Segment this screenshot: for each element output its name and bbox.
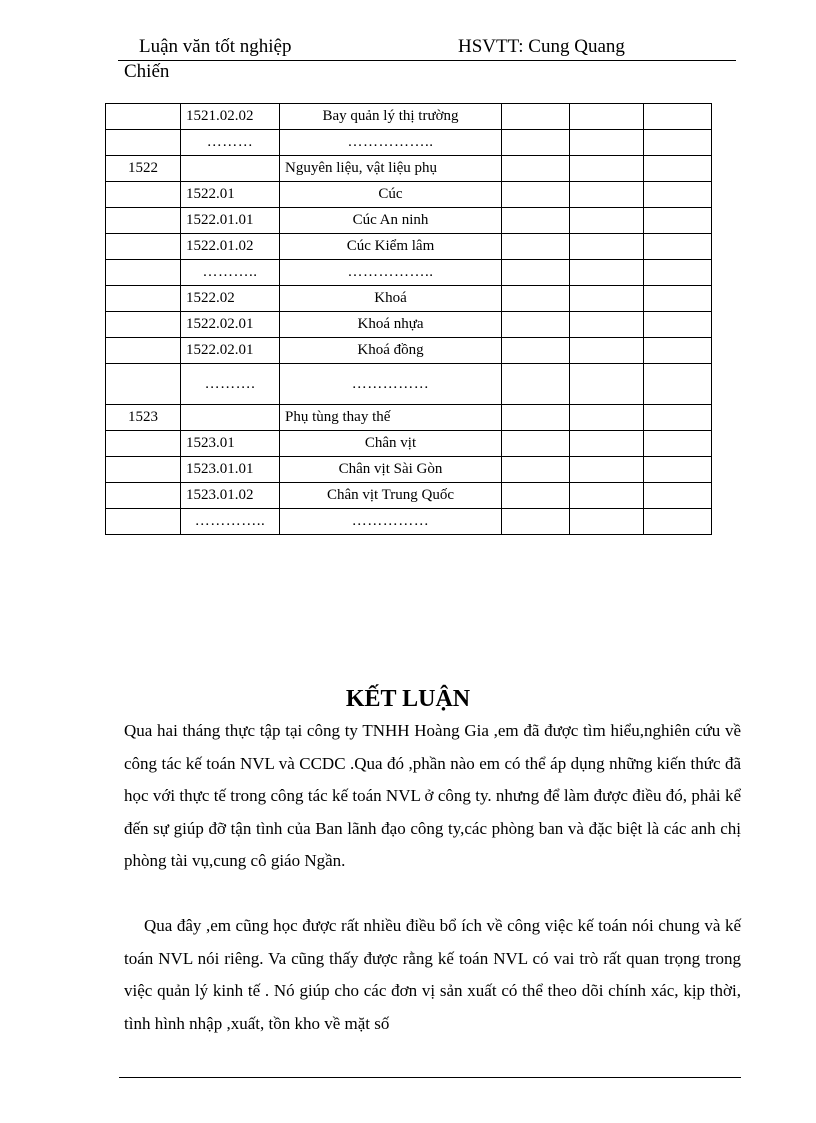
conclusion-title: KẾT LUẬN [345, 686, 471, 712]
header-author-continued: Chiến [124, 61, 170, 82]
empty-cell [570, 312, 644, 338]
sub-account-code: ………. [181, 364, 280, 405]
empty-cell [644, 312, 712, 338]
empty-cell [502, 208, 570, 234]
empty-cell [570, 104, 644, 130]
empty-cell [570, 130, 644, 156]
account-name: Cúc An ninh [280, 208, 502, 234]
empty-cell [502, 338, 570, 364]
empty-cell [502, 286, 570, 312]
account-code [106, 483, 181, 509]
empty-cell [502, 182, 570, 208]
table-row [106, 312, 712, 338]
empty-cell [644, 182, 712, 208]
empty-cell [644, 405, 712, 431]
table-row [106, 338, 712, 364]
sub-account-code: 1522.01 [181, 182, 280, 208]
empty-cell [644, 104, 712, 130]
empty-cell [644, 260, 712, 286]
table-row [106, 364, 712, 405]
account-name: Phụ tùng thay thế [280, 405, 502, 431]
table-row [106, 286, 712, 312]
sub-account-code: 1522.02.01 [181, 312, 280, 338]
sub-account-code [181, 405, 280, 431]
sub-account-code: 1521.02.02 [181, 104, 280, 130]
table-row [106, 509, 712, 535]
empty-cell [570, 405, 644, 431]
account-code [106, 208, 181, 234]
empty-cell [644, 156, 712, 182]
sub-account-code: ……….. [181, 260, 280, 286]
table-row [106, 431, 712, 457]
empty-cell [570, 182, 644, 208]
account-name: …………… [280, 364, 502, 405]
footer-divider [119, 1077, 741, 1078]
account-name: Chân vịt Trung Quốc [280, 483, 502, 509]
empty-cell [644, 364, 712, 405]
empty-cell [570, 431, 644, 457]
account-name: Khoá nhựa [280, 312, 502, 338]
page-header [118, 36, 736, 61]
account-table [105, 103, 712, 535]
empty-cell [570, 364, 644, 405]
account-code [106, 104, 181, 130]
account-code [106, 364, 181, 405]
account-code [106, 457, 181, 483]
empty-cell [644, 338, 712, 364]
empty-cell [502, 104, 570, 130]
table-row [106, 260, 712, 286]
table-row [106, 104, 712, 130]
account-code [106, 312, 181, 338]
account-code [106, 130, 181, 156]
empty-cell [502, 234, 570, 260]
empty-cell [570, 338, 644, 364]
account-code [106, 234, 181, 260]
empty-cell [502, 130, 570, 156]
account-code [106, 286, 181, 312]
account-name: Khoá [280, 286, 502, 312]
account-code [106, 509, 181, 535]
table-row [106, 208, 712, 234]
sub-account-code: 1522.02 [181, 286, 280, 312]
account-name: Khoá đồng [280, 338, 502, 364]
sub-account-code: 1523.01 [181, 431, 280, 457]
empty-cell [502, 509, 570, 535]
table-row [106, 156, 712, 182]
sub-account-code: 1523.01.02 [181, 483, 280, 509]
account-name: …………… [280, 509, 502, 535]
empty-cell [502, 260, 570, 286]
sub-account-code [181, 156, 280, 182]
table-row [106, 457, 712, 483]
account-name: Cúc Kiểm lâm [280, 234, 502, 260]
empty-cell [570, 286, 644, 312]
empty-cell [570, 234, 644, 260]
empty-cell [502, 312, 570, 338]
empty-cell [570, 208, 644, 234]
empty-cell [502, 364, 570, 405]
account-name: Chân vịt [280, 431, 502, 457]
empty-cell [644, 431, 712, 457]
empty-cell [570, 260, 644, 286]
account-code: 1523 [106, 405, 181, 431]
empty-cell [502, 457, 570, 483]
empty-cell [570, 457, 644, 483]
account-name: Cúc [280, 182, 502, 208]
sub-account-code: 1522.01.01 [181, 208, 280, 234]
empty-cell [644, 234, 712, 260]
sub-account-code: 1522.02.01 [181, 338, 280, 364]
account-code [106, 182, 181, 208]
empty-cell [502, 405, 570, 431]
empty-cell [644, 483, 712, 509]
account-name: Nguyên liệu, vật liệu phụ [280, 156, 502, 182]
empty-cell [570, 156, 644, 182]
account-name: Bay quản lý thị trường [280, 104, 502, 130]
sub-account-code: ………….. [181, 509, 280, 535]
empty-cell [502, 431, 570, 457]
table-row [106, 483, 712, 509]
account-code [106, 260, 181, 286]
account-name: …………….. [280, 130, 502, 156]
empty-cell [644, 130, 712, 156]
empty-cell [644, 286, 712, 312]
empty-cell [644, 457, 712, 483]
sub-account-code: ……… [181, 130, 280, 156]
account-code [106, 431, 181, 457]
empty-cell [570, 509, 644, 535]
sub-account-code: 1523.01.01 [181, 457, 280, 483]
table-row [106, 182, 712, 208]
conclusion-paragraph-1: Qua hai tháng thực tập tại công ty TNHH Hoàng Gia ,em đã được tìm hiểu,nghiên cứu về công tác kế toán NVL và CCDC .Qua đó ,phần nào em có thể áp dụng những kiến thức đã học với thực tế trong công tác kế toán NVL ở công ty. nhưng để làm được điều đó, phải kể đến sự giúp đỡ tận tình của Ban lãnh đạo công ty,các phòng ban và đặc biệt là các anh chị phòng tài vụ,cung cô giáo Ngần. [124, 721, 741, 870]
empty-cell [644, 509, 712, 535]
conclusion-paragraph-2: Qua đây ,em cũng học được rất nhiều điều bổ ích về công việc kế toán nói chung và kế toán NVL nói riêng. Va cũng thấy được rằng kế toán NVL có vai trò rất quan trọng trong việc quản lý kinh tế . Nó giúp cho các đơn vị sản xuất có thể theo dõi chính xác, kịp thời, tình hình nhập ,xuất, tồn kho về mặt số [124, 916, 741, 1033]
account-code: 1522 [106, 156, 181, 182]
header-author: HSVTT: Cung Quang [458, 36, 625, 57]
empty-cell [502, 156, 570, 182]
table-row [106, 130, 712, 156]
empty-cell [644, 208, 712, 234]
header-left-title: Luận văn tốt nghiệp [139, 36, 292, 57]
empty-cell [570, 483, 644, 509]
account-code [106, 338, 181, 364]
empty-cell [502, 483, 570, 509]
table-row [106, 234, 712, 260]
account-name: …………….. [280, 260, 502, 286]
account-name: Chân vịt Sài Gòn [280, 457, 502, 483]
table-row [106, 405, 712, 431]
sub-account-code: 1522.01.02 [181, 234, 280, 260]
